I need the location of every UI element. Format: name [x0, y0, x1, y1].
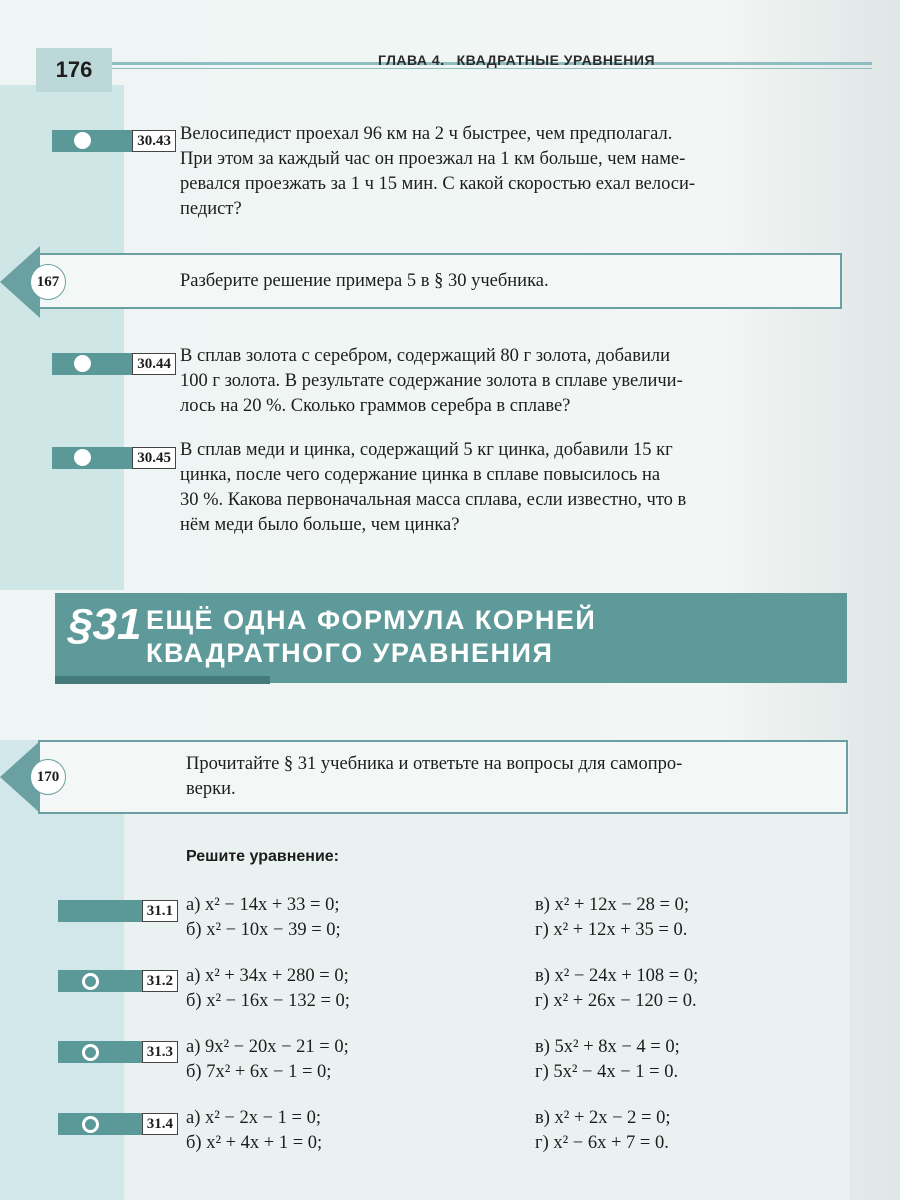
- task-text-30-44: [180, 344, 842, 419]
- text-line: верки.: [186, 779, 236, 799]
- section-number: §31: [68, 600, 142, 649]
- task-label-30-45: [52, 447, 176, 469]
- difficulty-ring-icon: [82, 1116, 99, 1133]
- text-line: В сплав меди и цинка, содержащий 5 кг цинка, добавили 15 кг: [180, 440, 673, 460]
- text-line: Велосипедист проехал 96 км на 2 ч быстрее, чем предполагал.: [180, 124, 673, 144]
- task-label-31-2: [58, 970, 178, 992]
- equation-31-3-b: б) 7x² + 6x − 1 = 0;: [186, 1062, 332, 1082]
- equation-31-3-g: г) 5x² − 4x − 1 = 0.: [535, 1062, 679, 1082]
- task-number: 30.43: [132, 130, 176, 152]
- equation-31-2-a: а) x² + 34x + 280 = 0;: [186, 966, 349, 986]
- text-line: цинка, после чего содержание цинка в сплаве повысилось на: [180, 465, 661, 485]
- text-line: 100 г золота. В результате содержание золота в сплаве увеличи-: [180, 371, 683, 391]
- text-line: лось на 20 %. Сколько граммов серебра в сплаве?: [180, 396, 571, 416]
- text-line: В сплав золота с серебром, содержащий 80 г золота, добавили: [180, 346, 671, 366]
- chapter-heading: [378, 52, 655, 68]
- task-label-31-4: [58, 1113, 178, 1135]
- task-label-30-44: [52, 353, 176, 375]
- equation-31-1-g: г) x² + 12x + 35 = 0.: [535, 920, 688, 940]
- text-line: ревался проезжать за 1 ч 15 мин. С какой скоростью ехал велоси-: [180, 174, 696, 194]
- page-number: 176: [36, 48, 112, 92]
- difficulty-dot-icon: [74, 355, 91, 372]
- difficulty-ring-icon: [82, 1044, 99, 1061]
- equation-31-1-v: в) x² + 12x − 28 = 0;: [535, 895, 690, 915]
- solve-prompt: Решите уравнение:: [186, 848, 340, 865]
- text-line: нём меди было больше, чем цинка?: [180, 515, 460, 535]
- difficulty-ring-icon: [82, 973, 99, 990]
- margin-strip-top: [0, 85, 124, 590]
- equation-31-1-a: а) x² − 14x + 33 = 0;: [186, 895, 340, 915]
- task-label-31-1: [58, 900, 178, 922]
- difficulty-dot-icon: [74, 449, 91, 466]
- task-number: 30.45: [132, 447, 176, 469]
- reference-text: Разберите решение примера 5 в § 30 учебника.: [180, 271, 549, 291]
- equation-31-3-a: а) 9x² − 20x − 21 = 0;: [186, 1037, 349, 1057]
- reference-page-badge: 170: [30, 759, 66, 795]
- section-title-line: КВАДРАТНОГО УРАВНЕНИЯ: [146, 638, 554, 668]
- task-number: 30.44: [132, 353, 176, 375]
- task-number: 31.4: [142, 1113, 178, 1135]
- equation-31-4-g: г) x² − 6x + 7 = 0.: [535, 1133, 669, 1153]
- reference-text: [186, 752, 836, 802]
- text-line: При этом за каждый час он проезжал на 1 км больше, чем наме-: [180, 149, 686, 169]
- banner-shade: [55, 676, 270, 684]
- header-rule-thin: [112, 68, 872, 69]
- reference-page-badge: 167: [30, 264, 66, 300]
- equation-31-2-v: в) x² − 24x + 108 = 0;: [535, 966, 699, 986]
- text-line: педист?: [180, 199, 242, 219]
- equation-31-2-b: б) x² − 16x − 132 = 0;: [186, 991, 350, 1011]
- difficulty-dot-icon: [74, 132, 91, 149]
- task-text-30-45: [180, 438, 842, 538]
- task-number: 31.2: [142, 970, 178, 992]
- task-number: 31.3: [142, 1041, 178, 1063]
- equation-31-4-a: а) x² − 2x − 1 = 0;: [186, 1108, 321, 1128]
- equation-31-4-v: в) x² + 2x − 2 = 0;: [535, 1108, 671, 1128]
- chapter-title: КВАДРАТНЫЕ УРАВНЕНИЯ: [456, 52, 656, 68]
- task-text-30-43: [180, 122, 842, 222]
- section-title: [146, 604, 596, 670]
- task-number: 31.1: [142, 900, 178, 922]
- equation-31-2-g: г) x² + 26x − 120 = 0.: [535, 991, 697, 1011]
- task-label-31-3: [58, 1041, 178, 1063]
- section-title-line: ЕЩЁ ОДНА ФОРМУЛА КОРНЕЙ: [146, 605, 597, 635]
- equation-31-4-b: б) x² + 4x + 1 = 0;: [186, 1133, 323, 1153]
- task-label-30-43: [52, 130, 176, 152]
- text-line: 30 %. Какова первоначальная масса сплава, если известно, что в: [180, 490, 687, 510]
- text-line: Прочитайте § 31 учебника и ответьте на вопросы для самопро-: [186, 754, 683, 774]
- equation-31-1-b: б) x² − 10x − 39 = 0;: [186, 920, 341, 940]
- equation-31-3-v: в) 5x² + 8x − 4 = 0;: [535, 1037, 680, 1057]
- chapter-label: ГЛАВА 4.: [378, 52, 445, 68]
